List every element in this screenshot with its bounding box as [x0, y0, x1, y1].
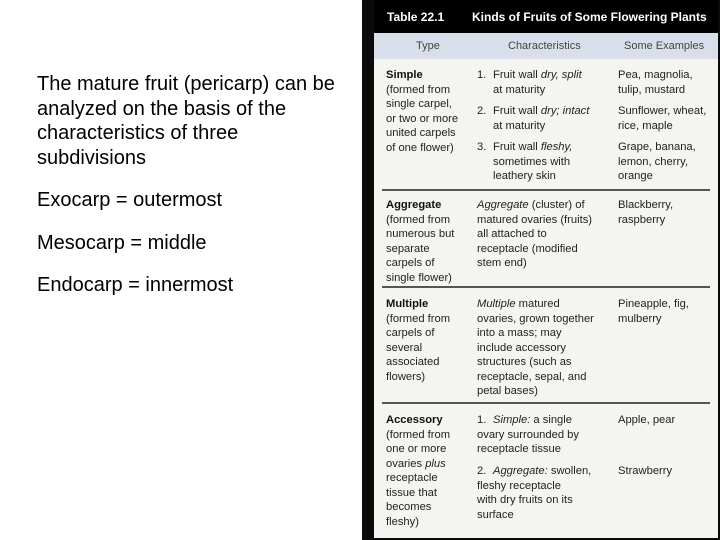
- row-accessory-example-1: Apple, pear: [618, 414, 676, 426]
- row-accessory-char-2: 2. Aggregate: swollen, fleshy receptacle with dry fruits on its surface: [477, 465, 592, 521]
- table-number: Table 22.1: [387, 10, 445, 24]
- intro-paragraph: The mature fruit (pericarp) can be analyzed on the basis of the characteristics of three subdivisions: [37, 73, 335, 169]
- row-simple-example-3: Grape, banana, lemon, cherry, orange: [618, 141, 696, 182]
- table-title: Kinds of Fruits of Some Flowering Plants: [472, 10, 707, 24]
- row-multiple-example: Pineapple, fig, mulberry: [618, 298, 689, 325]
- row-simple-type: [386, 68, 476, 155]
- column-header-examples: Some Examples: [624, 40, 705, 52]
- column-header-type: Type: [416, 40, 440, 52]
- row-simple-example-2: Sunflower, wheat, rice, maple: [618, 105, 707, 132]
- row-divider: [382, 189, 710, 191]
- row-divider: [382, 402, 710, 404]
- explanation-text: [37, 72, 337, 316]
- type-description: (formed from single carpel, or two or more united carpels of one flower): [386, 83, 459, 154]
- column-headers: [374, 33, 718, 59]
- row-accessory-char-1: 1. Simple: a single ovary surrounded by receptacle tissue: [477, 414, 579, 455]
- row-aggregate-char: Aggregate (cluster) of matured ovaries (fruits) all attached to receptacle (modified stem end): [477, 199, 593, 269]
- type-name: Simple: [386, 69, 423, 81]
- row-accessory-type: Accessory (formed from one or more ovaries plus receptacle tissue that becomes fleshy): [386, 414, 451, 528]
- fruit-types-table: [362, 0, 720, 540]
- exocarp-line: Exocarp = outermost: [37, 189, 223, 211]
- row-simple-char-2: 2. Fruit wall dry; intact at maturity: [477, 105, 590, 132]
- table-title-bar: [374, 0, 718, 33]
- mesocarp-line: Mesocarp = middle: [37, 231, 207, 254]
- endocarp-line: Endocarp = innermost: [37, 274, 234, 296]
- row-aggregate-type: Aggregate (formed from numerous but separate carpels of single flower): [386, 199, 455, 284]
- column-header-characteristics: Characteristics: [508, 40, 581, 52]
- table-body: [374, 33, 718, 538]
- row-aggregate-example: Blackberry, raspberry: [618, 199, 674, 226]
- row-simple-char-3: 3. Fruit wall fleshy, sometimes with leathery skin: [477, 141, 573, 182]
- row-multiple-char: Multiple matured ovaries, grown together into a mass; may include accessory structures (such as receptacle, sepal, and petal bases): [477, 298, 594, 397]
- row-simple-example-1: Pea, magnolia, tulip, mustard: [618, 69, 693, 96]
- row-multiple-type: Multiple (formed from carpels of several associated flowers): [386, 298, 451, 383]
- row-accessory-example-2: Strawberry: [618, 465, 673, 477]
- row-divider: [382, 286, 710, 288]
- row-simple-char-1: 1. Fruit wall dry, split at maturity: [477, 69, 582, 96]
